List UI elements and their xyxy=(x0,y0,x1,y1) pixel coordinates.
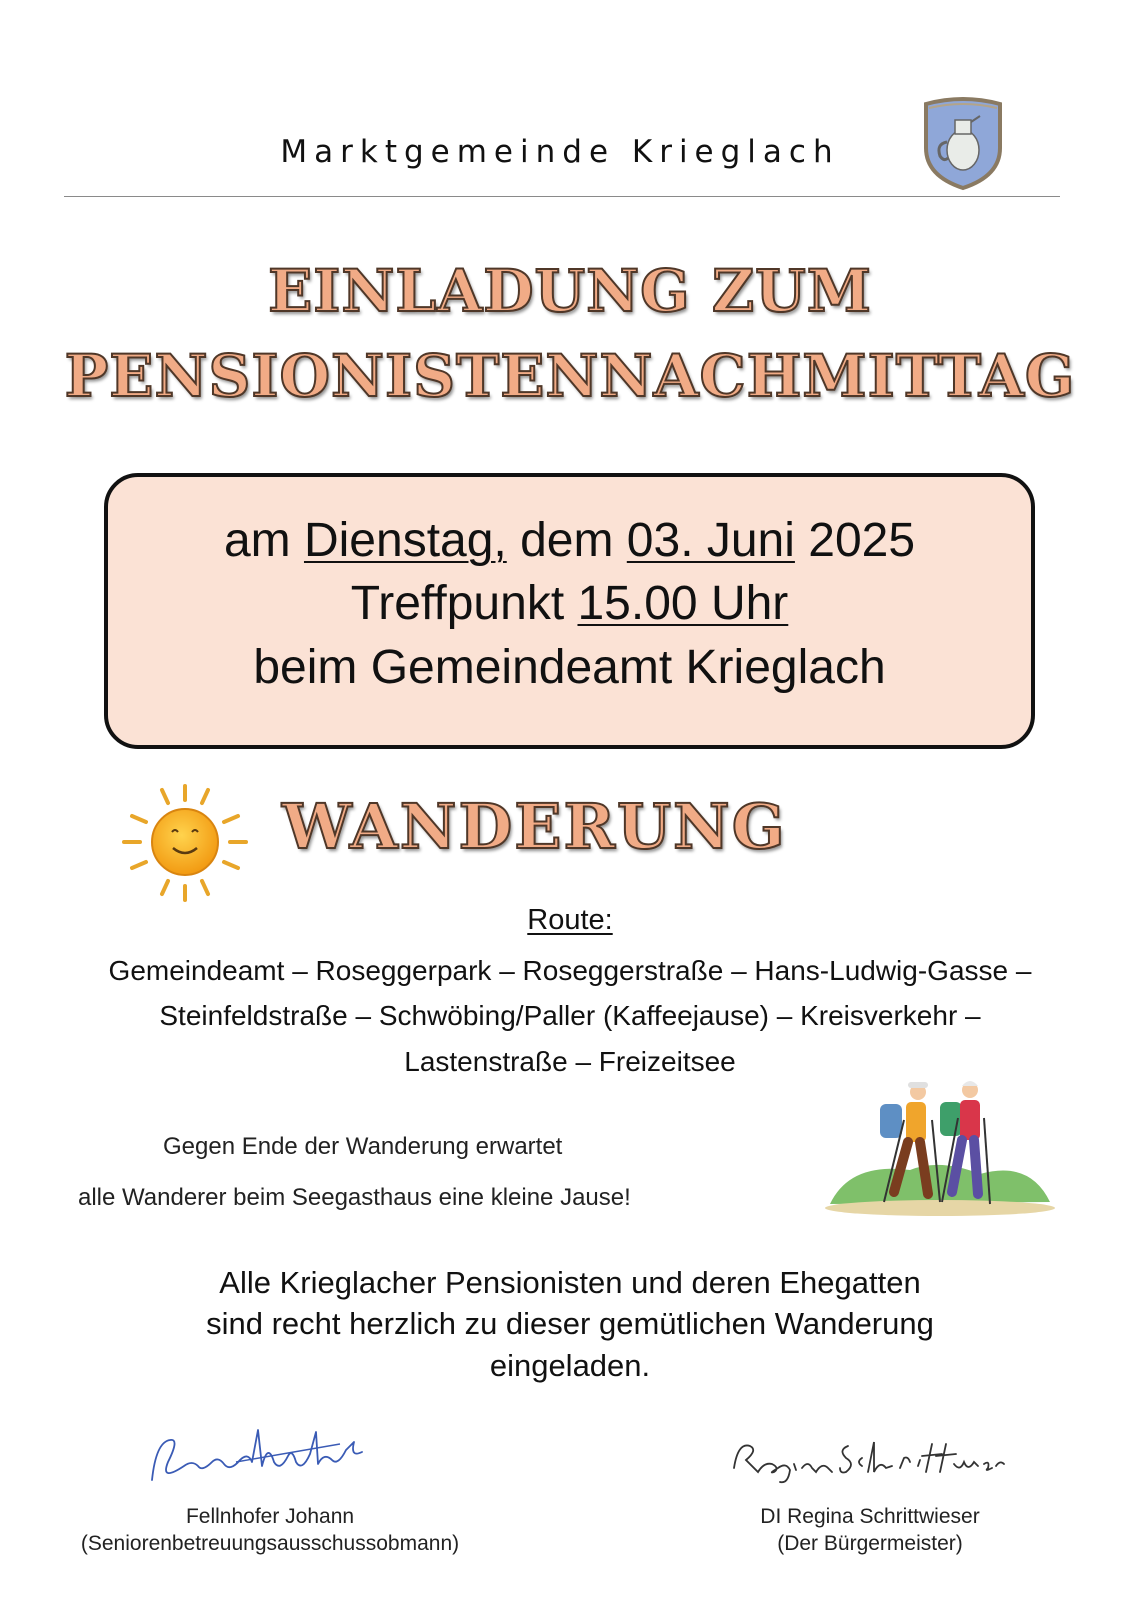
closing-line-3: eingeladen. xyxy=(489,1348,651,1383)
event-date-line xyxy=(104,513,1035,568)
event-date: 03. Juni xyxy=(626,514,795,567)
headline-line-1: EINLADUNG ZUM xyxy=(268,257,872,325)
snack-note-line-2: alle Wanderer beim Seegasthaus eine kleine Jause! xyxy=(78,1184,631,1211)
route-heading: Route: xyxy=(527,904,613,936)
snack-note-line-1: Gegen Ende der Wanderung erwartet xyxy=(163,1133,563,1160)
signer-left-name: Fellnhofer Johann xyxy=(185,1505,355,1528)
signer-left-role: (Seniorenbetreuungsausschussobmann) xyxy=(80,1532,460,1555)
municipality-title: Marktgemeinde Krieglach xyxy=(280,134,840,170)
headline-line-2: PENSIONISTENNACHMITTAG xyxy=(64,342,1076,410)
sun-icon xyxy=(116,782,254,904)
route-line-2: Steinfeldstraße – Schwöbing/Paller (Kaffeejause) – Kreisverkehr – xyxy=(159,1000,981,1031)
section-title: WANDERUNG xyxy=(282,790,787,863)
route-line-3: Lastenstraße – Freizeitsee xyxy=(404,1046,736,1077)
event-location: beim Gemeindeamt Krieglach xyxy=(253,641,886,694)
meeting-prefix: Treffpunkt xyxy=(350,577,578,630)
event-weekday: Dienstag, xyxy=(303,514,507,567)
closing-line-2: sind recht herzlich zu dieser gemütlichen Wanderung xyxy=(206,1306,934,1341)
signer-right-name: DI Regina Schrittwieser xyxy=(760,1505,980,1528)
date-prefix: am xyxy=(223,514,304,567)
hikers-illustration xyxy=(820,1062,1060,1222)
date-mid: dem xyxy=(506,514,627,567)
route-line-1: Gemeindeamt – Roseggerpark – Roseggerstraße – Hans-Ludwig-Gasse – xyxy=(108,955,1032,986)
signature-right xyxy=(728,1428,1008,1488)
event-year: 2025 xyxy=(794,514,916,567)
header-divider xyxy=(64,196,1060,197)
closing-line-1: Alle Krieglacher Pensionisten und deren Ehegatten xyxy=(219,1265,921,1300)
event-time-line xyxy=(104,576,1035,631)
signature-left xyxy=(140,1422,380,1492)
event-time: 15.00 Uhr xyxy=(577,577,789,630)
signer-right-role: (Der Bürgermeister) xyxy=(777,1532,963,1555)
coat-of-arms-icon xyxy=(922,96,1004,192)
